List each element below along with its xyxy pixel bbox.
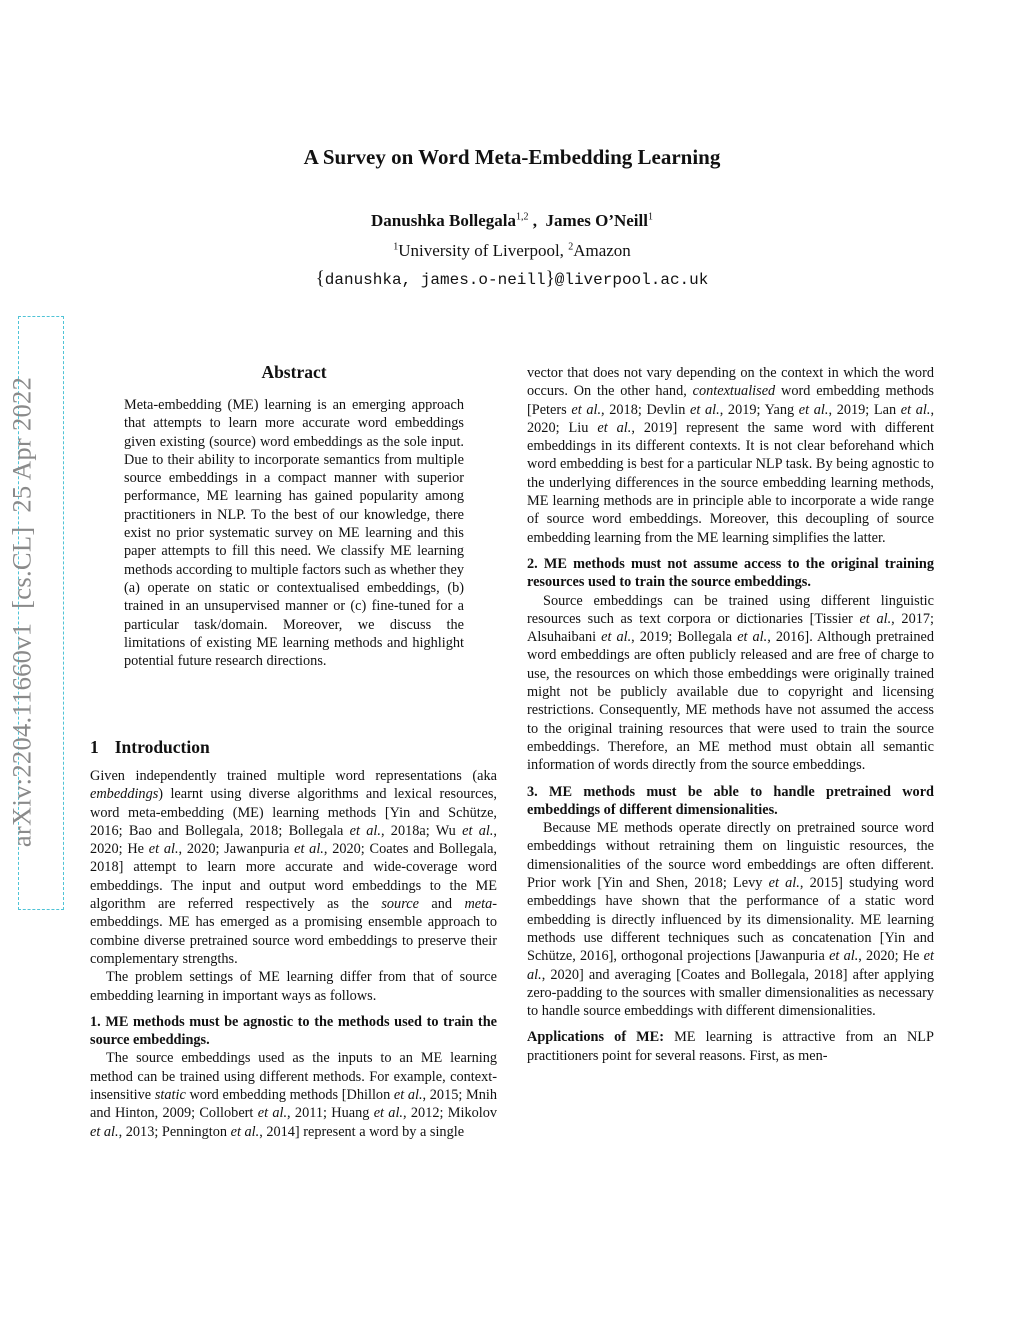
text-run-italic: et al. bbox=[462, 822, 494, 839]
point-heading: 2. ME methods must not assume access to the original training resources used to train the source embeddings. bbox=[527, 555, 934, 591]
author-name: Danushka Bollegala bbox=[371, 211, 517, 230]
text-run: , 2011; Huang bbox=[287, 1105, 374, 1122]
text-run: , 2016]. Although pretrained word embeddings are often publicly released and are free of charge to use, the resources on which those embeddings were originally trained might not be publicly available due to copyright and licensing restrictions. Consequently, ME methods have not assumed the access to the original training resources that were used to train the source embeddings. Therefore, an ME method must obtain all semantic information of words directly from the source embeddings. bbox=[527, 629, 934, 774]
text-run-italic: et al. bbox=[597, 419, 632, 436]
intro-paragraph bbox=[90, 767, 497, 968]
text-run-italic: et al. bbox=[768, 875, 800, 892]
email-brace: { bbox=[315, 268, 325, 289]
text-run: , 2020; Liu bbox=[527, 401, 935, 436]
text-run-italic: et al. bbox=[257, 1105, 288, 1122]
left-column bbox=[90, 767, 497, 1141]
section-number: 1 bbox=[90, 737, 99, 757]
text-run-italic: et al. bbox=[230, 1123, 260, 1140]
email-domain: @liverpool.ac.uk bbox=[554, 271, 709, 289]
affiliations bbox=[0, 241, 1024, 261]
point-paragraph bbox=[527, 592, 934, 775]
text-run: word embedding methods [Peters bbox=[527, 383, 934, 418]
text-run: Source embeddings can be trained using different linguistic resources such as text corpora or dictionaries [Tissier bbox=[527, 592, 934, 627]
text-run: , 2019; Bollegala bbox=[631, 629, 738, 646]
affiliation-mark: 2 bbox=[568, 241, 574, 253]
text-run-italic: et al. bbox=[571, 401, 602, 418]
text-run-italic: et al. bbox=[294, 841, 324, 858]
text-run: and bbox=[418, 896, 465, 913]
text-run-italic: et al. bbox=[829, 948, 859, 965]
author-list bbox=[0, 211, 1024, 231]
text-run-italic: et al. bbox=[859, 610, 892, 627]
text-run-italic: embeddings bbox=[90, 786, 159, 803]
paragraph-heading: Applications of ME: bbox=[527, 1029, 664, 1046]
author-name: James O’Neill bbox=[545, 211, 648, 230]
text-run-italic: source bbox=[381, 896, 419, 913]
affiliation-name: Amazon bbox=[573, 241, 631, 260]
text-run-italic: et al. bbox=[527, 948, 934, 983]
abstract-heading: Abstract bbox=[261, 362, 327, 382]
text-run: , 2019; Lan bbox=[828, 401, 901, 418]
text-run: -embeddings. ME has emerged as a promising ensemble approach to combine diverse pretrained source word embeddings to preserve their complementary strengths. bbox=[90, 896, 497, 967]
point-heading: 1. ME methods must be agnostic to the methods used to train the source embeddings. bbox=[90, 1013, 497, 1049]
text-run: ME learning is attractive from an NLP practitioners point for several reasons. First, as men- bbox=[527, 1029, 934, 1064]
email-brace: } bbox=[545, 268, 555, 289]
arxiv-identifier: arXiv:2204.11660v1 [cs.CL] 25 Apr 2022 bbox=[6, 376, 37, 848]
abstract-text: Meta-embedding (ME) learning is an emerging approach that attempts to learn more accurate word embeddings given existing (source) word embeddings as the sole input. Due to their ability to incorporate semantics from multiple source embeddings in a compact manner with superior performance, ME learning has gained popularity among practitioners in NLP. To the best of our knowledge, there exist no prior systematic survey on ME learning and this paper attempts to fill this need. We classify ME learning methods according to multiple factors such as whether they (a) operate on static or contextualised embeddings, (b) trained in an unsupervised manner or (c) fine-tuned for a particular task/domain. Moreover, we discuss the limitations of existing ME learning methods and highlight potential future research directions. bbox=[124, 397, 464, 670]
affiliation-mark: 1 bbox=[393, 241, 399, 253]
text-run: , 2019] represent the same word with different embeddings in its different contexts. It is not clear beforehand which word embedding is best for a particular NLP task. By being agnostic to the underlying differences in the source embedding learning methods, ME learning methods are in principle able to incorporate a wide range of source word embeddings. Moreover, this decoupling of source embedding learning from the ME learning simplifies the latter. bbox=[527, 419, 934, 546]
author-separator: , bbox=[528, 211, 546, 230]
text-run: , 2015] studying word embeddings have shown that the performance of a static word embedding is directly influenced by its dimensionality. ME learning methods use different techniques such as concatenation [Yin and Schütze, 2016], orthogonal projections [Jawanpuria bbox=[527, 875, 934, 965]
author-affiliation-mark: 1,2 bbox=[516, 211, 529, 223]
email-usernames: danushka, james.o-neill bbox=[324, 271, 546, 289]
text-run-italic: et al. bbox=[690, 401, 720, 418]
text-run: , 2020] and averaging [Coates and Bollegala, 2018] after applying zero-padding to the sources with smaller dimensionalities as necessary to handle source embeddings with different dimensionalities. bbox=[527, 966, 934, 1020]
text-run-italic: et al. bbox=[148, 841, 179, 858]
section-heading bbox=[90, 737, 210, 758]
text-run: ) learnt using diverse algorithms and lexical resources, word meta-embedding (ME) learning methods [Yin and Schütze, 2016; Bao and Bollegala, 2018; Bollegala bbox=[90, 786, 497, 839]
text-run-italic: et al. bbox=[90, 1123, 119, 1140]
text-run-italic: contextualised bbox=[692, 383, 776, 400]
text-run-italic: et al. bbox=[601, 629, 632, 646]
text-run: , 2015; Mnih and Hinton, 2009; Collobert bbox=[90, 1087, 497, 1122]
affiliation-name: University of Liverpool, bbox=[398, 241, 569, 260]
section-title: Introduction bbox=[114, 737, 210, 757]
text-run-italic: et al. bbox=[393, 1087, 423, 1104]
text-run: , 2018; Devlin bbox=[601, 401, 691, 418]
text-run-italic: et al. bbox=[373, 1105, 404, 1122]
text-run: Because ME methods operate directly on pretrained source word embeddings without retraining them on linguistic resources, the dimensionalities of the source word embeddings are often different. Prior work [Yin and Shen, 2018; Levy bbox=[527, 820, 934, 892]
author-emails bbox=[0, 268, 1024, 290]
text-run: vector that does not vary depending on the context in which the word occurs. On the other hand, bbox=[527, 365, 934, 400]
text-run: , 2020; He bbox=[90, 822, 497, 858]
text-run-italic: et al. bbox=[900, 401, 931, 418]
text-run-italic: static bbox=[154, 1087, 186, 1104]
point-paragraph bbox=[90, 1049, 497, 1140]
text-run: Given independently trained multiple word representations (aka bbox=[90, 768, 497, 784]
text-run-italic: meta bbox=[464, 896, 493, 913]
text-run: , 2020; Jawanpuria bbox=[178, 841, 295, 858]
text-run: word embedding methods [Dhillon bbox=[185, 1087, 394, 1104]
text-run: , 2018a; Wu bbox=[380, 822, 463, 839]
text-run: , 2020; Coates and Bollegala, 2018] attempt to learn more accurate and wide-coverage word embeddings. The input and output word embeddings to the ME algorithm are referred respectively as the bbox=[90, 841, 497, 913]
text-run-italic: et al. bbox=[349, 822, 381, 839]
text-run: The source embeddings used as the inputs to an ME learning method can be trained using different methods. For example, context-insensitive bbox=[90, 1050, 497, 1104]
point-heading: 3. ME methods must be able to handle pretrained word embeddings of different dimensionalities. bbox=[527, 783, 934, 818]
text-run: , 2014] represent a word by a single bbox=[259, 1123, 465, 1140]
text-run: , 2013; Pennington bbox=[118, 1123, 231, 1140]
intro-paragraph: The problem settings of ME learning differ from that of source embedding learning in important ways as follows. bbox=[90, 969, 497, 1004]
point-paragraph bbox=[527, 819, 934, 1020]
text-run: , 2020; He bbox=[858, 948, 924, 965]
text-run: , 2019; Yang bbox=[719, 401, 799, 418]
paper-title: A Survey on Word Meta-Embedding Learning bbox=[303, 145, 721, 169]
text-run: , 2017; Alsuhaibani bbox=[527, 610, 934, 646]
text-run: , 2012; Mikolov bbox=[403, 1105, 498, 1122]
text-run-italic: et al. bbox=[798, 401, 829, 418]
applications-paragraph bbox=[527, 1028, 934, 1065]
right-column bbox=[527, 364, 934, 1065]
text-run-italic: et al. bbox=[737, 629, 768, 646]
continued-paragraph bbox=[527, 364, 934, 547]
author-affiliation-mark: 1 bbox=[647, 211, 653, 223]
